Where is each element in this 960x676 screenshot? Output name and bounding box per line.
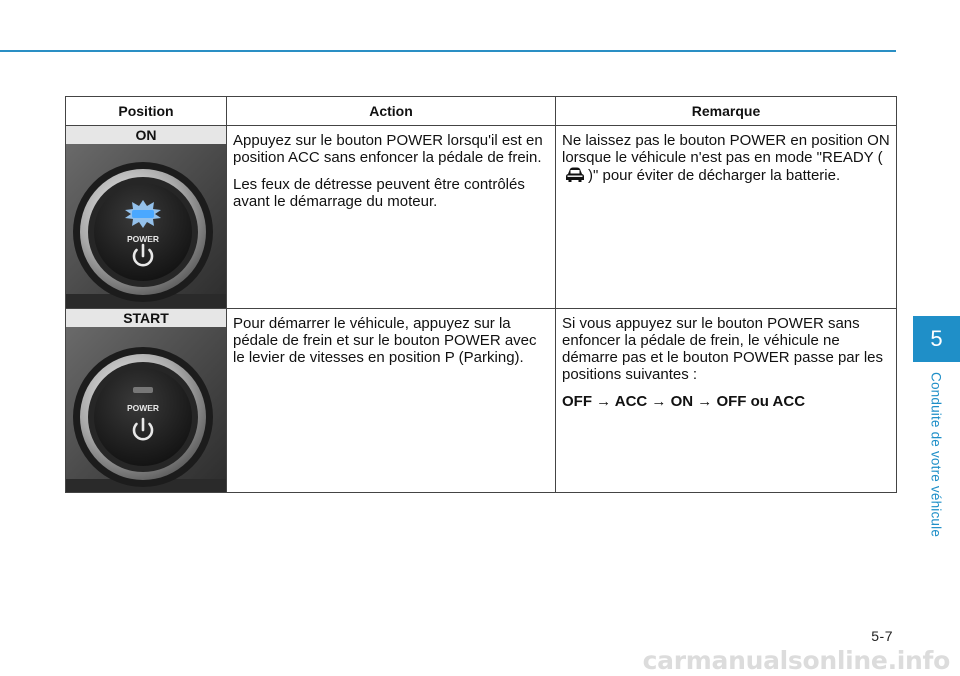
position-cell-start (66, 309, 227, 493)
header-action: Action (227, 97, 556, 126)
table-row-on (66, 126, 897, 309)
power-button-table (65, 96, 897, 493)
position-label-on: ON (66, 126, 226, 144)
action-cell-on (227, 126, 556, 309)
action-cell-start (227, 309, 556, 493)
action-text: Appuyez sur le bouton POWER lorsqu'il est en position ACC sans enfoncer la pédale de frein. (233, 132, 543, 166)
remark-text: Ne laissez pas le bouton POWER en position ON lorsque le véhicule n'est pas en mode "READY ()" pour éviter de décharger la batterie. (562, 132, 890, 184)
state-sequence: OFF → ACC → ON → OFF ou ACC (562, 393, 806, 410)
power-button-text: POWER (126, 403, 160, 413)
position-cell-on (66, 126, 227, 309)
action-text: Les feux de détresse peuvent être contrôlés avant le démarrage du moteur. (233, 176, 525, 210)
power-button-start-image (66, 327, 226, 492)
remark-cell-start (556, 309, 897, 493)
header-position: Position (66, 97, 227, 126)
remark-cell-on (556, 126, 897, 309)
indicator-off-icon (133, 387, 153, 393)
position-label-start: START (66, 309, 226, 327)
header-rule (0, 50, 896, 52)
car-ready-icon (565, 166, 585, 184)
page-number: 5-7 (871, 628, 893, 644)
table-header-row (66, 97, 897, 126)
power-button-on-image (66, 144, 226, 308)
power-button-text: POWER (126, 234, 160, 244)
watermark: carmanualsonline.info (642, 646, 950, 675)
header-remark: Remarque (556, 97, 897, 126)
chapter-title: Conduite de votre véhicule (928, 372, 944, 538)
chapter-number-tab[interactable]: 5 (913, 316, 960, 362)
remark-text: Si vous appuyez sur le bouton POWER sans enfoncer la pédale de frein, le véhicule ne démarre pas et le bouton POWER passe par les positions suivantes : (562, 315, 883, 383)
table-row-start (66, 309, 897, 493)
action-text: Pour démarrer le véhicule, appuyez sur la pédale de frein et sur le bouton POWER avec le levier de vitesses en position P (Parking). (233, 315, 537, 366)
